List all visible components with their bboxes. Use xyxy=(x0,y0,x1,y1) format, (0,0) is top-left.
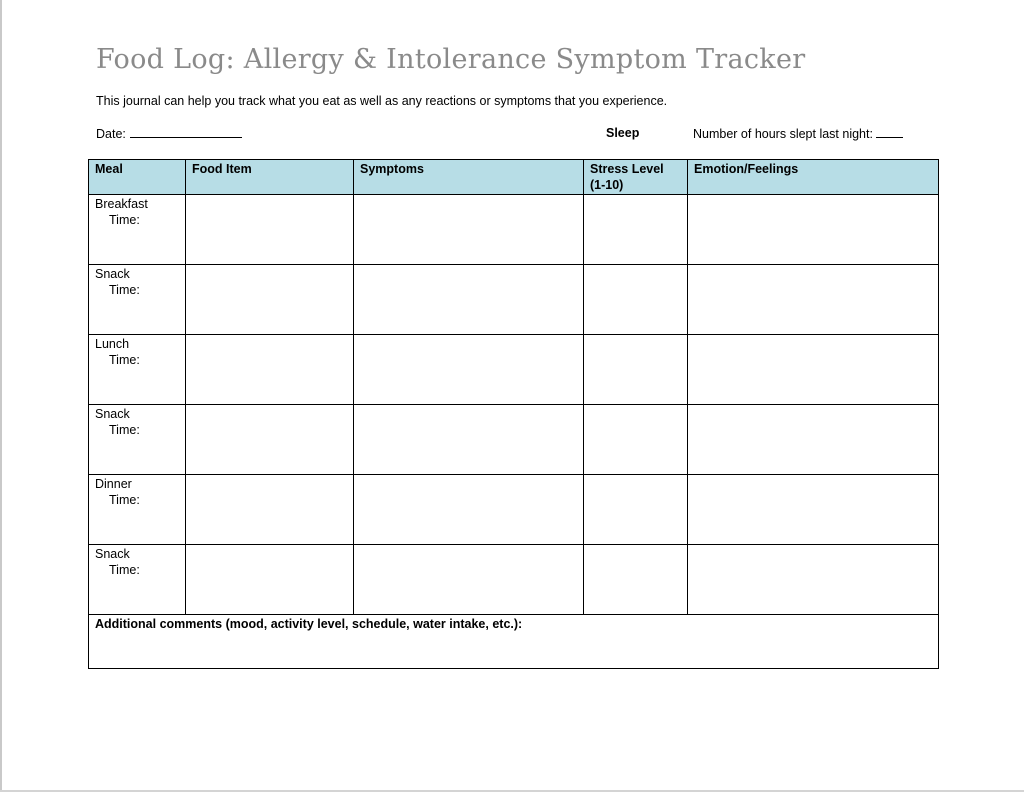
table-row xyxy=(89,265,939,335)
meal-time-label: Time: xyxy=(109,563,140,577)
stress-level-cell[interactable] xyxy=(584,265,688,335)
emotion-cell[interactable] xyxy=(688,265,939,335)
meal-name: Dinner xyxy=(95,477,132,491)
table-header-row xyxy=(89,160,939,195)
symptoms-cell[interactable] xyxy=(354,195,584,265)
column-header-meal: Meal xyxy=(89,160,186,195)
emotion-cell[interactable] xyxy=(688,195,939,265)
stress-level-cell[interactable] xyxy=(584,475,688,545)
table-row xyxy=(89,545,939,615)
additional-comments-cell[interactable] xyxy=(89,615,939,669)
meal-name: Snack xyxy=(95,407,130,421)
table-row xyxy=(89,475,939,545)
food-item-cell[interactable] xyxy=(186,195,354,265)
symptoms-cell[interactable] xyxy=(354,265,584,335)
additional-comments-label: Additional comments (mood, activity level, schedule, water intake, etc.): xyxy=(95,617,523,631)
hours-blank-line[interactable] xyxy=(876,126,903,138)
stress-level-cell[interactable] xyxy=(584,335,688,405)
date-field[interactable] xyxy=(96,126,242,141)
meal-cell xyxy=(89,265,186,335)
food-item-cell[interactable] xyxy=(186,265,354,335)
page-title: Food Log: Allergy & Intolerance Symptom Tracker xyxy=(96,44,806,75)
hours-slept-label: Number of hours slept last night: xyxy=(693,127,873,141)
meal-time-label: Time: xyxy=(109,213,140,227)
emotion-cell[interactable] xyxy=(688,545,939,615)
table-row xyxy=(89,405,939,475)
food-item-cell[interactable] xyxy=(186,475,354,545)
meal-name: Lunch xyxy=(95,337,130,351)
sleep-label: Sleep xyxy=(606,126,640,140)
date-label: Date: xyxy=(96,127,126,141)
symptoms-cell[interactable] xyxy=(354,405,584,475)
emotion-cell[interactable] xyxy=(688,405,939,475)
hours-slept-field[interactable] xyxy=(693,126,903,141)
table-row xyxy=(89,335,939,405)
stress-level-cell[interactable] xyxy=(584,545,688,615)
meal-cell xyxy=(89,335,186,405)
meal-time-label: Time: xyxy=(109,283,140,297)
stress-level-cell[interactable] xyxy=(584,405,688,475)
column-header-symptoms: Symptoms xyxy=(354,160,584,195)
column-header-emotion-feelings: Emotion/Feelings xyxy=(688,160,939,195)
table-row xyxy=(89,195,939,265)
emotion-cell[interactable] xyxy=(688,335,939,405)
meal-time-label: Time: xyxy=(109,423,140,437)
intro-text: This journal can help you track what you eat as well as any reactions or symptoms that you experience. xyxy=(96,94,668,108)
date-blank-line[interactable] xyxy=(130,126,242,138)
meal-name: Breakfast xyxy=(95,197,148,211)
emotion-cell[interactable] xyxy=(688,475,939,545)
meal-time-label: Time: xyxy=(109,353,140,367)
meal-cell xyxy=(89,405,186,475)
food-item-cell[interactable] xyxy=(186,405,354,475)
food-item-cell[interactable] xyxy=(186,335,354,405)
meal-cell xyxy=(89,475,186,545)
column-header-food-item: Food Item xyxy=(186,160,354,195)
meal-cell xyxy=(89,195,186,265)
page-edge xyxy=(0,0,2,792)
stress-level-cell[interactable] xyxy=(584,195,688,265)
symptoms-cell[interactable] xyxy=(354,335,584,405)
symptoms-cell[interactable] xyxy=(354,475,584,545)
meal-cell xyxy=(89,545,186,615)
comments-row xyxy=(89,615,939,669)
symptoms-cell[interactable] xyxy=(354,545,584,615)
food-log-table xyxy=(88,159,939,669)
meal-time-label: Time: xyxy=(109,493,140,507)
food-item-cell[interactable] xyxy=(186,545,354,615)
meal-name: Snack xyxy=(95,267,130,281)
column-header-stress-level: Stress Level (1-10) xyxy=(584,160,688,195)
meal-name: Snack xyxy=(95,547,130,561)
